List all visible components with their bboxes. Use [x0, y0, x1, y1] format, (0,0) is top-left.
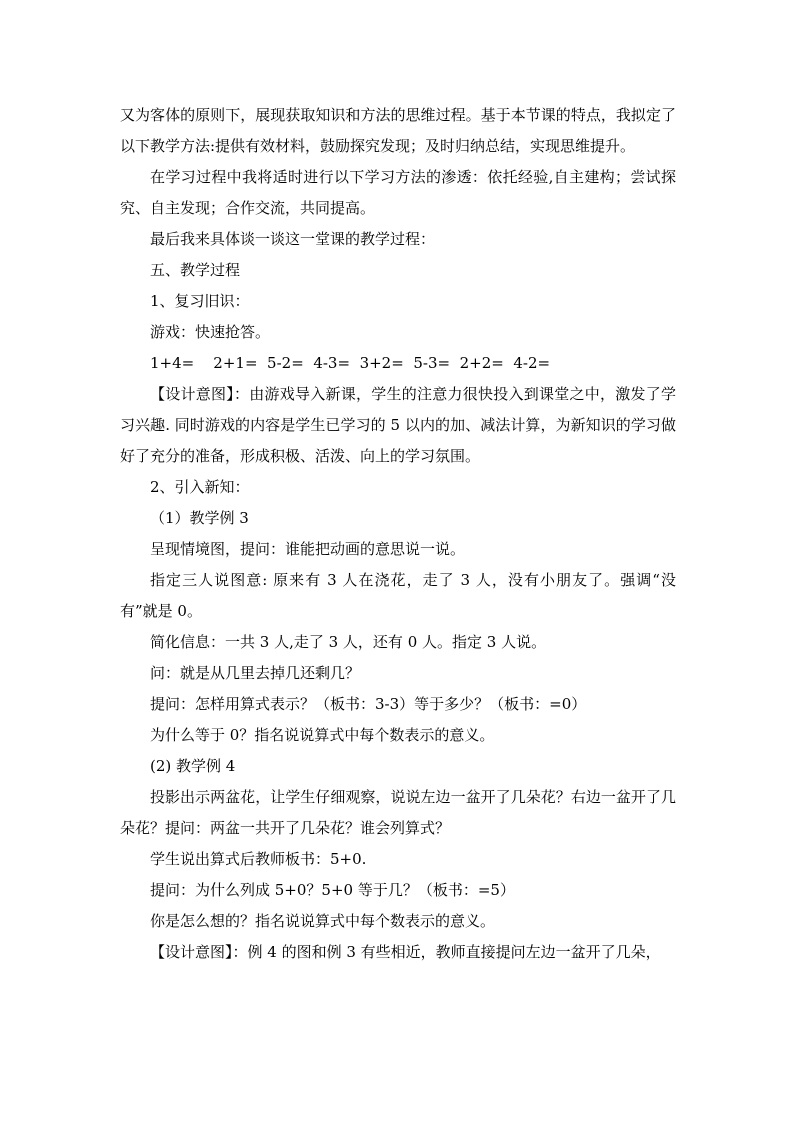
paragraph-equations: 1+4= 2+1= 5-2= 4-3= 3+2= 5-3= 2+2= 4-2=	[150, 354, 551, 372]
paragraph-teaching-methods: 又为客体的原则下，展现获取知识和方法的思维过程。基于本节课的特点，我拟定了以下教学方法:提供有效材料，鼓励探究发现；及时归纳总结，实现思维提升。	[120, 106, 676, 155]
document-page	[120, 100, 676, 968]
paragraph-simplify: 简化信息：一共 3 人,走了 3 人，还有 0 人。指定 3 人说。	[150, 633, 547, 651]
paragraph-design-intent-1: 【设计意图】：由游戏导入新课，学生的注意力很快投入到课堂之中，激发了学习兴趣. 同时游戏的内容是学生已学习的 5 以内的加、减法计算，为新知识的学习做好了充分的准备，形成积极、活泼、向上的学习氛围。	[120, 385, 676, 465]
paragraph-picture-meaning: 指定三人说图意: 原来有 3 人在浇花，走了 3 人，没有小朋友了。强调“没有”就是 0。	[120, 571, 676, 620]
paragraph-two-pots: 投影出示两盆花，让学生仔细观察，说说左边一盆开了几朵花？右边一盆开了几朵花？提问：两盆一共开了几朵花？谁会列算式？	[120, 788, 676, 837]
subheading-example-4: (2) 教学例 4	[150, 757, 236, 775]
paragraph-why-zero: 为什么等于 0？指名说说算式中每个数表示的意义。	[150, 726, 495, 744]
paragraph-how-think: 你是怎么想的？指名说说算式中每个数表示的意义。	[150, 912, 496, 930]
paragraph-game: 游戏：快速抢答。	[150, 323, 271, 341]
paragraph-why-5-plus-0: 提问：为什么列成 5+0？5+0 等于几？（板书：=5）	[150, 881, 515, 899]
paragraph-situation: 呈现情境图，提问：谁能把动画的意思说一说。	[150, 540, 466, 558]
section-heading-teaching-process: 五、教学过程	[150, 261, 241, 279]
paragraph-process-intro: 最后我来具体谈一谈这一堂课的教学过程：	[150, 230, 436, 248]
paragraph-board-writing: 学生说出算式后教师板书：5+0.	[150, 850, 367, 868]
paragraph-design-intent-2: 【设计意图】：例 4 的图和例 3 有些相近，教师直接提问左边一盆开了几朵，	[150, 943, 661, 961]
paragraph-question: 问：就是从几里去掉几还剩几？	[150, 664, 361, 682]
paragraph-formula-question: 提问：怎样用算式表示？（板书：3-3）等于多少？（板书：=0）	[150, 695, 587, 713]
subheading-review: 1、复习旧识：	[150, 292, 250, 310]
subheading-example-3: （1）教学例 3	[150, 509, 249, 527]
paragraph-learning-methods: 在学习过程中我将适时进行以下学习方法的渗透：依托经验,自主建构；尝试探究、自主发现；合作交流，共同提高。	[120, 168, 676, 217]
subheading-new-knowledge: 2、引入新知：	[150, 478, 250, 496]
